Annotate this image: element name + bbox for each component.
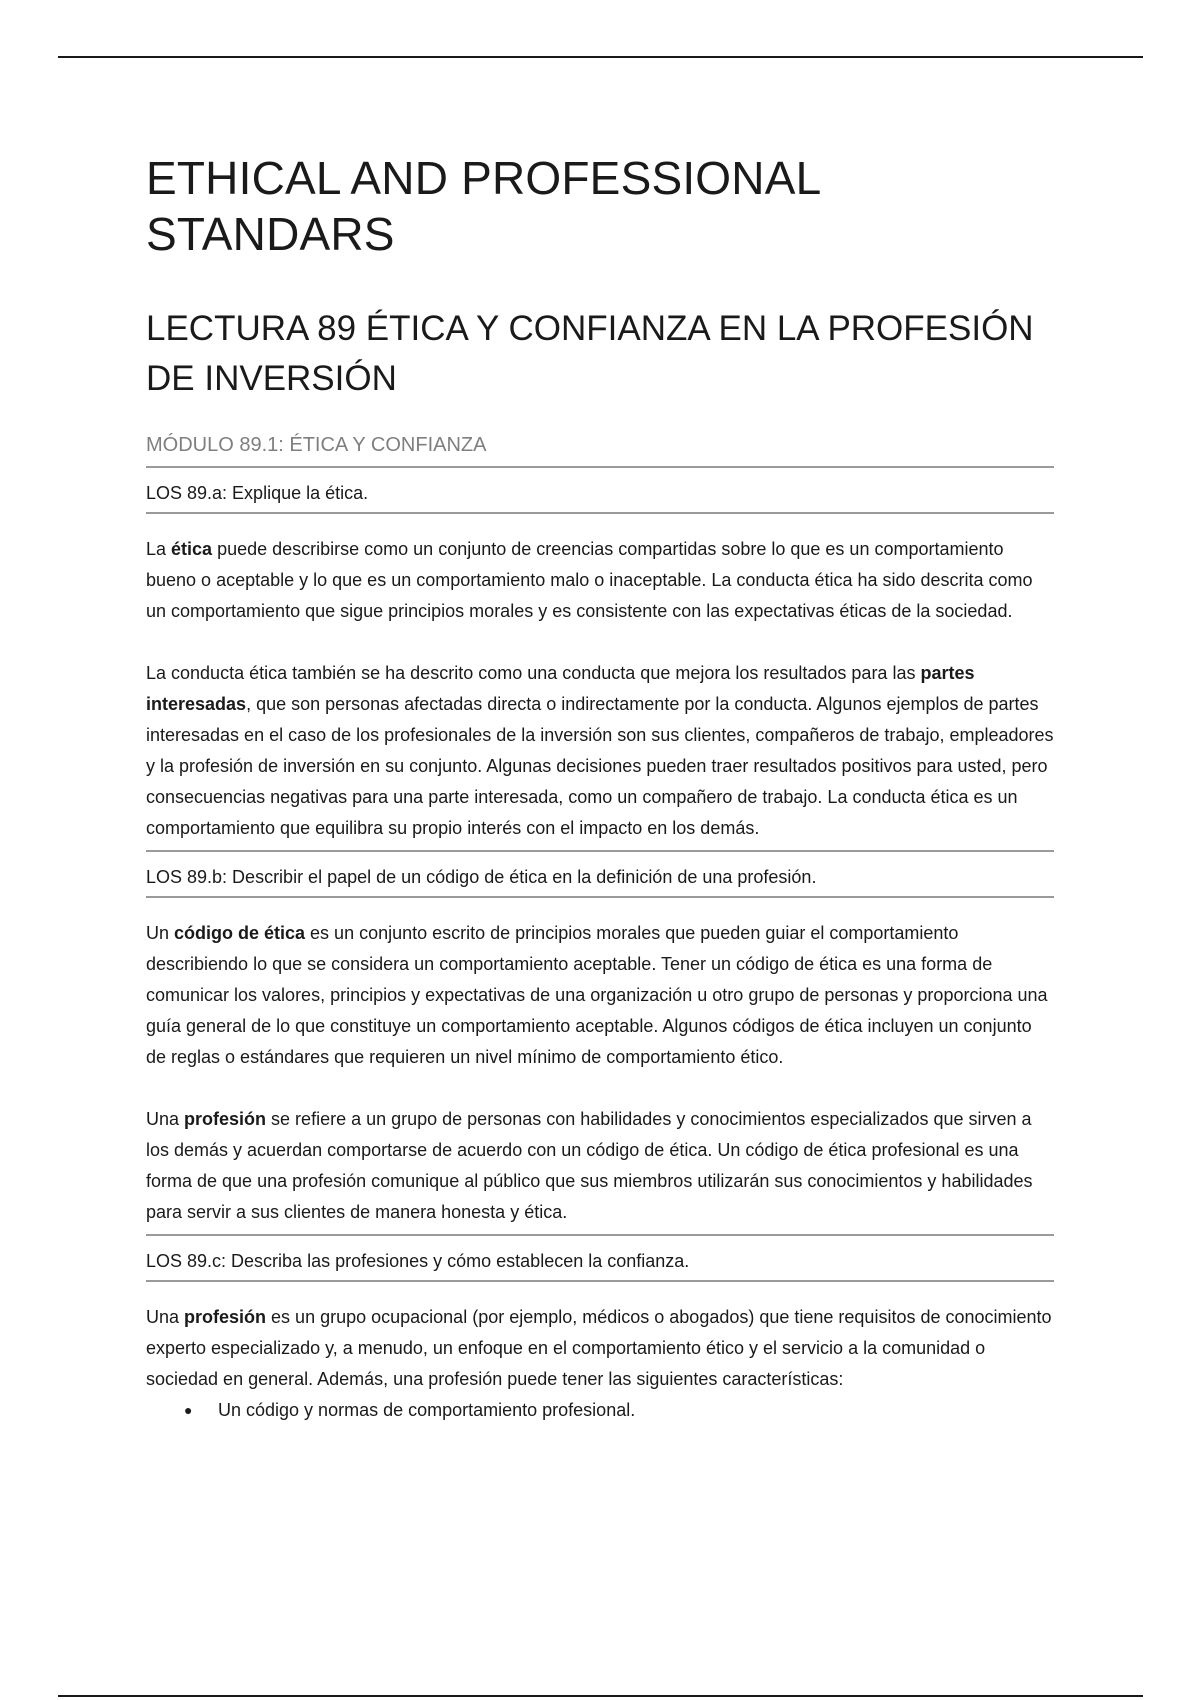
characteristics-list — [146, 1395, 1054, 1426]
los-c-heading: LOS 89.c: Describa las profesiones y cómo establecen la confianza. — [146, 1234, 1054, 1282]
term-partes-interesadas: partes interesadas — [146, 663, 975, 714]
term-codigo-de-etica: código de ética — [174, 923, 306, 943]
los-a-paragraph-1: La ética puede describirse como un conjunto de creencias compartidas sobre lo que es un comportamiento bueno o aceptable y lo que es un comportamiento malo o inaceptable. La conducta ética ha sido descrita como un comportamiento que sigue principios morales y es consistente con las expectativas éticas de la sociedad. — [146, 539, 1033, 621]
los-b-paragraph-2: Una profesión se refiere a un grupo de personas con habilidades y conocimientos especializados que sirven a los demás y acuerdan comportarse de acuerdo con un código de ética. Un código de ética profesional es una forma de que una profesión comunique al público que sus miembros utilizarán sus conocimientos y habilidades para servir a sus clientes de manera honesta y ética. — [146, 1109, 1033, 1222]
los-c-paragraph-1: Una profesión es un grupo ocupacional (por ejemplo, médicos o abogados) que tiene requisitos de conocimiento experto especializado y, a menudo, un enfoque en el comportamiento ético y el servicio a la comunidad o sociedad en general. Además, una profesión puede tener las siguientes características: — [146, 1307, 1052, 1389]
list-item: ● Un código y normas de comportamiento profesional. — [146, 1395, 1054, 1426]
los-c-section — [146, 1302, 1054, 1426]
bullet-icon: ● — [184, 1402, 193, 1418]
los-a-section — [146, 534, 1054, 844]
los-b-paragraph-1: Un código de ética es un conjunto escrito de principios morales que pueden guiar el comportamiento describiendo lo que se considera un comportamiento aceptable. Tener un código de ética es una forma de comunicar los valores, principios y expectativas de una organización u otro grupo de personas y proporciona una guía general de lo que constituye un comportamiento aceptable. Algunos códigos de ética incluyen un conjunto de reglas o estándares que requieren un nivel mínimo de comportamiento ético. — [146, 923, 1048, 1067]
document-title: ETHICAL AND PROFESSIONAL STANDARS — [146, 152, 820, 260]
term-profesion: profesión — [184, 1109, 267, 1129]
los-b-heading: LOS 89.b: Describir el papel de un código de ética en la definición de una profesión. — [146, 850, 1054, 898]
lecture-title: LECTURA 89 ÉTICA Y CONFIANZA EN LA PROFESIÓN DE INVERSIÓN — [146, 309, 1034, 398]
los-a-paragraph-2: La conducta ética también se ha descrito como una conducta que mejora los resultados para las partes interesadas, que son personas afectadas directa o indirectamente por la conducta. Algunos ejemplos de partes interesadas en el caso de los profesionales de la inversión son sus clientes, compañeros de trabajo, empleadores y la profesión de inversión en su conjunto. Algunas decisiones pueden traer resultados positivos para usted, pero consecuencias negativas para una parte interesada, como un compañero de trabajo. La conducta ética es un comportamiento que equilibra su propio interés con el impacto en los demás. — [146, 663, 1054, 838]
los-b-section — [146, 918, 1054, 1228]
term-profesion-2: profesión — [184, 1307, 267, 1327]
module-title: MÓDULO 89.1: ÉTICA Y CONFIANZA — [146, 430, 1054, 468]
document-body — [146, 150, 1054, 1426]
page-bottom-rule — [58, 1695, 1143, 1697]
term-etica: ética — [171, 539, 213, 559]
los-a-heading: LOS 89.a: Explique la ética. — [146, 468, 1054, 514]
page-top-rule — [58, 56, 1143, 58]
